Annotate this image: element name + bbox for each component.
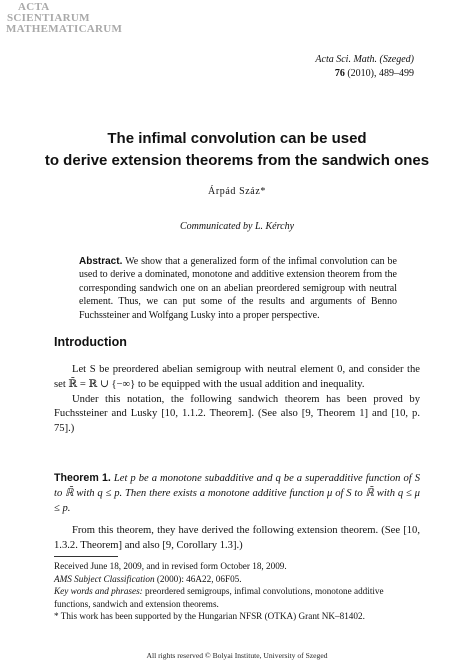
title-line-1: The infimal convolution can be used [107, 130, 367, 147]
intro-paragraphs [54, 363, 420, 437]
abstract-label: Abstract. [79, 256, 123, 267]
footnote-divider [54, 556, 118, 557]
theorem-1 [54, 471, 420, 516]
intro-paragraph-2: Under this notation, the following sandwich theorem has been proved by Fuchssteiner and Lusky [10, 1.1.2. Theorem]. (See also [9, Theorem 1] and [10, p. 75].) [54, 393, 420, 435]
section-heading-introduction: Introduction [54, 335, 127, 349]
footnote-keywords-text: preordered semigroups, infimal convolutions, monotone additive functions, sandwich and extension theorems. [54, 586, 384, 609]
footnote-ams-label: AMS Subject Classification [54, 573, 155, 584]
intro-paragraph-3: From this theorem, they have derived the following extension theorem. (See [10, 1.3.2. Theorem] and also [9, Corollary 1.3].) [54, 525, 420, 551]
copyright-notice: All rights reserved © Bolyai Institute, University of Szeged [146, 651, 328, 660]
footnote-ams [54, 573, 422, 586]
footnote-ams-text: (2000): 46A22, 06F05. [154, 573, 242, 584]
logo-line-mathematicarum: MATHEMATICARUM [6, 23, 123, 35]
title-line-2: to derive extension theorems from the sandwich ones [44, 152, 430, 169]
abstract-block [79, 255, 397, 322]
citation-volume: 76 [334, 68, 345, 79]
theorem-statement: Let p be a monotone subadditive and q be a superadditive function of S to ℝ̄ with q ≤ p. Then there exists a monotone additive function μ of S to ℝ̄ with q ≤ μ ≤ p. [54, 473, 420, 514]
citation-volume-line [315, 67, 414, 81]
intro-paragraph-3-block [54, 524, 420, 554]
footnote-received: Received June 18, 2009, and in revised form October 18, 2009. [54, 561, 287, 571]
citation-year-pages: (2010), 489–499 [344, 68, 414, 79]
abstract-text: We show that a generalized form of the infimal convolution can be used to derive a dominated, monotone and additive extension theorem from the corresponding sandwich one on an abelian preordered semigroup with neutral element. Thus, we can put some of the results and arguments of Benno Fuchssteiner and Wolfgang Lusky into a proper perspective. [79, 256, 397, 321]
theorem-label: Theorem 1. [54, 472, 111, 484]
intro-paragraph-1: Let S be preordered abelian semigroup with neutral element 0, and consider the set ℝ̄ = ℝ ∪ {−∞} to be equipped with the usual addition and inequality. [54, 364, 420, 390]
footnotes [54, 560, 422, 623]
journal-logo [6, 2, 122, 35]
communicated-by: Communicated by L. Kérchy [179, 221, 295, 232]
footnote-keywords-label: Key words and phrases: [54, 586, 143, 597]
footnote-support: * This work has been supported by the Hungarian NFSR (OTKA) Grant NK–81402. [54, 611, 365, 622]
citation-journal: Acta Sci. Math. (Szeged) [315, 54, 414, 65]
logo-line-scientiarum: SCIENTIARUM [7, 12, 90, 24]
paper-title [0, 128, 474, 172]
journal-citation [315, 53, 414, 81]
footnote-keywords [54, 585, 422, 610]
logo-line-acta: ACTA [18, 1, 50, 13]
author-name: Árpád Száz* [208, 186, 266, 197]
